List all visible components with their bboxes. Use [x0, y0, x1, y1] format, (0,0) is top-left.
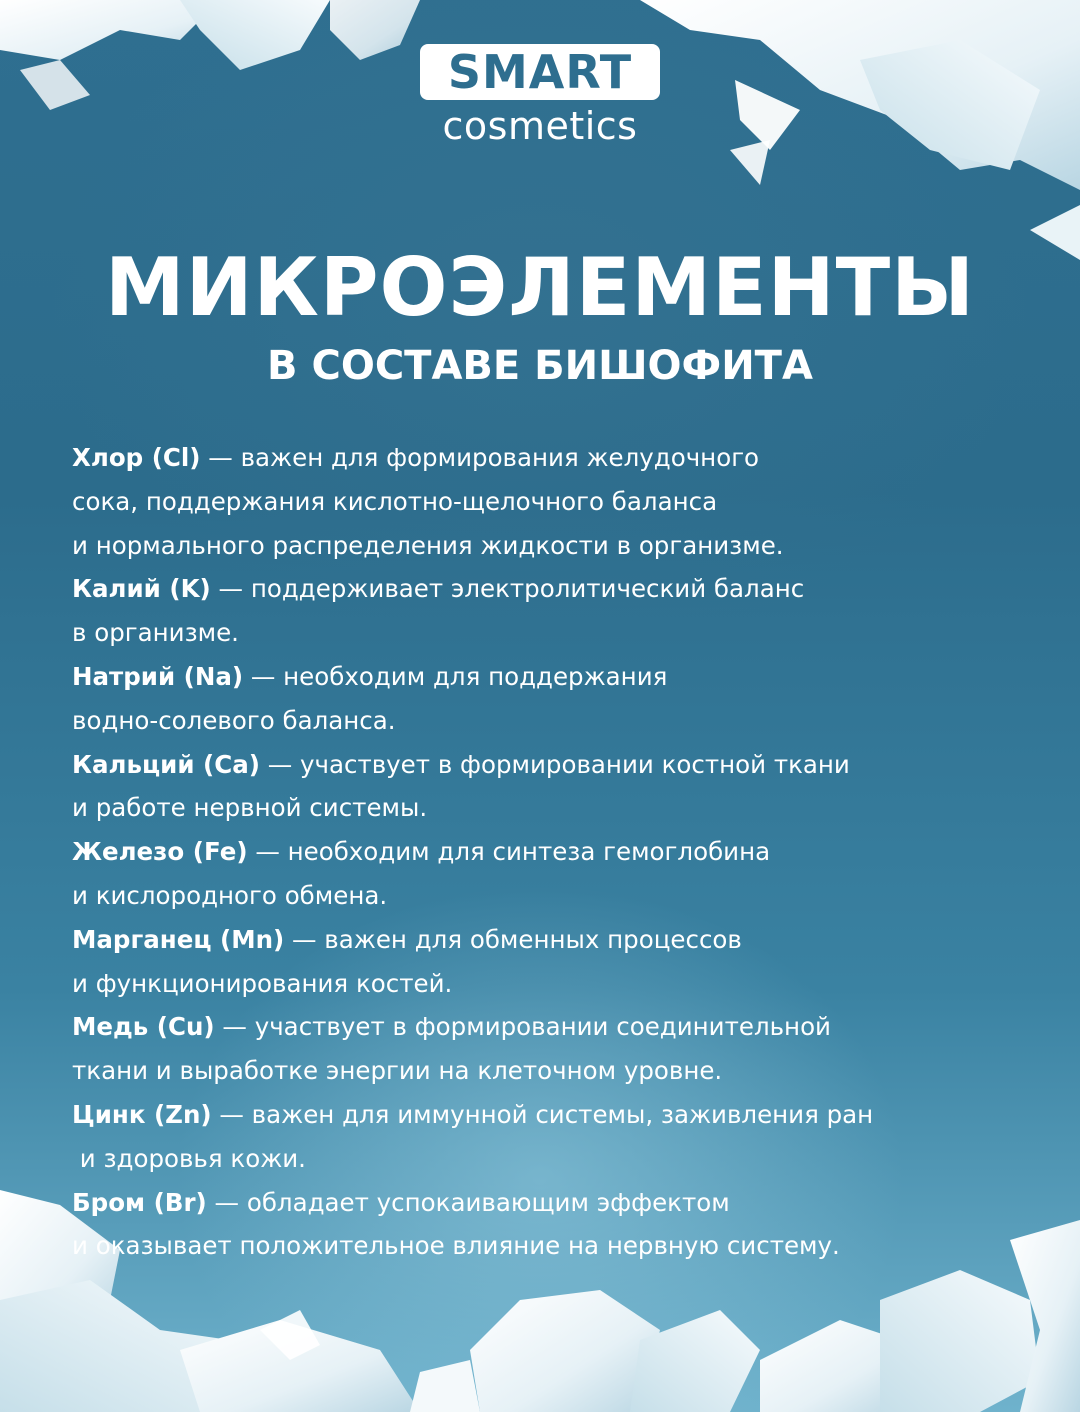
element-item-copper — [72, 1005, 1057, 1093]
element-item-iron — [72, 830, 1057, 918]
logo-brand-text: SMART — [447, 45, 633, 99]
element-desc: — поддерживает электролитический баланс — [210, 574, 805, 604]
element-desc-line: в организме. — [72, 618, 239, 648]
element-desc-line: и работе нервной системы. — [72, 793, 428, 823]
ice-top-left — [0, 0, 420, 110]
element-name: Железо (Fe) — [72, 837, 248, 867]
element-desc: — необходим для синтеза гемоглобина — [247, 837, 771, 867]
element-name: Натрий (Na) — [72, 661, 244, 691]
element-name: Хлор (Cl) — [72, 443, 201, 472]
element-desc-line: и здоровья кожи. — [72, 1143, 306, 1173]
element-desc-line: и кислородного обмена. — [72, 880, 388, 910]
element-desc-line: сока, поддержания кислотно-щелочного баланса — [72, 486, 718, 516]
element-desc: — необходим для поддержания — [243, 661, 668, 691]
element-item-manganese — [72, 918, 1057, 1006]
element-desc: — участвует в формировании костной ткани — [259, 749, 850, 779]
element-name: Бром (Br) — [72, 1187, 207, 1217]
element-desc: — важен для иммунной системы, заживления ран — [211, 1099, 874, 1129]
page-subtitle: В СОСТАВЕ БИШОФИТА — [267, 343, 813, 389]
element-item-calcium — [72, 743, 1057, 831]
element-name: Калий (K) — [72, 574, 211, 604]
element-item-potassium — [72, 567, 1057, 655]
elements-list — [72, 436, 1057, 1268]
element-item-zinc — [72, 1093, 1057, 1181]
element-item-sodium — [72, 655, 1057, 743]
element-desc-line: ткани и выработке энергии на клеточном уровне. — [72, 1056, 723, 1086]
element-desc-line: и оказывает положительное влияние на нервную систему. — [72, 1231, 840, 1261]
element-desc: — важен для формирования желудочного — [200, 443, 760, 472]
element-desc: — важен для обменных процессов — [284, 924, 742, 954]
element-item-bromine — [72, 1181, 1057, 1269]
element-item-chlorine — [72, 436, 1057, 567]
element-desc-line: и нормального распределения жидкости в организме. — [72, 530, 784, 560]
element-name: Цинк (Zn) — [72, 1099, 212, 1129]
element-desc: — обладает успокаивающим эффектом — [206, 1187, 730, 1217]
logo-sub-text: cosmetics — [442, 104, 638, 148]
element-desc-line: и функционирования костей. — [72, 968, 453, 998]
logo-badge — [420, 44, 660, 100]
element-name: Марганец (Mn) — [72, 924, 285, 954]
element-name: Медь (Cu) — [72, 1012, 215, 1042]
element-name: Кальций (Ca) — [72, 749, 260, 779]
page-title: МИКРОЭЛЕМЕНТЫ — [104, 241, 976, 334]
brand-logo — [420, 44, 660, 160]
element-desc-line: водно-солевого баланса. — [72, 705, 396, 735]
element-desc: — участвует в формировании соединительной — [214, 1012, 831, 1042]
ice-top-right — [640, 0, 1080, 260]
